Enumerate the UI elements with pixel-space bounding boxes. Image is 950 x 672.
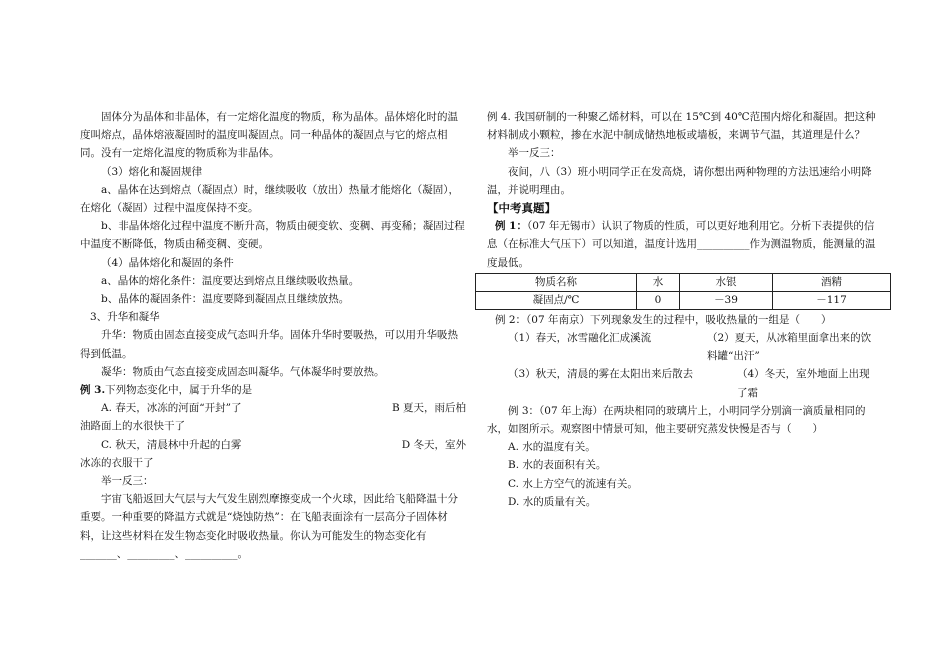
section-4-title: （4）晶体熔化和凝固的条件	[101, 256, 234, 269]
example-3-question	[80, 381, 466, 399]
table-header-cell: 水	[637, 273, 680, 291]
intro-paragraph: 固体分为晶体和非晶体，有一定熔化温度的物质，称为晶体。晶体熔化时的温度叫熔点，晶体熔液凝固时的温度叫凝固点。同一种晶体的凝固点与它的熔点相同。没有一定熔化温度的物质称为非晶体。	[80, 111, 458, 160]
condition-b: b、晶体的凝固条件：温度要降到凝固点且继续放热。	[101, 293, 350, 306]
separator-1: 、	[116, 547, 128, 560]
sublimation-paragraph: 升华：物质由固态直接变成气态叫升华。固体升华时要吸热，可以用升华吸热得到低温。	[80, 329, 458, 360]
right-column	[487, 108, 877, 511]
answer-blank-3[interactable]: __________	[185, 547, 238, 560]
exam-example-2: 例 2：（07 年南京）下列现象发生的过程中，吸收热量的一组是（ ）	[495, 313, 832, 326]
exam-example-3-option-d: D. 水的质量有关。	[508, 495, 597, 508]
exam-example-2-option-1: （1）春天，冰雪融化汇成溪流	[508, 332, 652, 345]
option-row-cd	[80, 436, 466, 454]
exam-example-1-blank[interactable]: __________	[697, 238, 750, 251]
table-cell: －39	[680, 291, 773, 309]
left-column	[80, 108, 466, 563]
option-c: C. 秋天，清晨林中升起的白雾	[101, 438, 242, 451]
section-3-title: （3）熔化和凝固规律	[101, 165, 203, 178]
practice-title-right: 举一反三：	[508, 147, 561, 160]
exam-example-1-label: 例 1：	[495, 220, 527, 233]
option-b-tail: 油路面上的水很快干了	[80, 420, 185, 433]
separator-2: 、	[174, 547, 185, 560]
condition-a: a、晶体的熔化条件：温度要达到熔点且继续吸收热量。	[101, 274, 360, 287]
exam-example-1	[487, 217, 877, 272]
exam-example-3-option-c: C. 水上方空气的流速有关。	[508, 477, 638, 490]
exam-example-2-option-3: （3）秋天，清晨的雾在太阳出来后散去	[508, 368, 694, 381]
exam-example-1-text-b: 作为测温物质，能测量的温度最低。	[487, 238, 876, 269]
exam-example-3-option-b: B. 水的表面积有关。	[508, 459, 607, 472]
sublimation-heading: 3、升华和凝华	[90, 311, 160, 324]
exam-example-2-option-4: （4）冬天，室外地面上出现了霜	[737, 368, 870, 399]
table-header-cell: 酒精	[773, 273, 891, 291]
example-3-text: 下列物态变化中，属于升华的是	[105, 384, 253, 397]
option-a: A. 春天，冰冻的河面“开封”了	[101, 402, 242, 415]
answer-blank-1[interactable]: _______	[80, 547, 117, 560]
practice-title-left: 举一反三：	[101, 475, 154, 488]
rule-b-paragraph: b、非晶体熔化过程中温度不断升高，物质由硬变软、变稠、再变稀；凝固过程中温度不断降低，物质由稀变稠、变硬。	[80, 220, 465, 251]
exam-questions-heading: 【中考真题】	[487, 201, 556, 216]
exam-example-1-text-a: （07 年无锡市）认识了物质的性质，可以更好地利用它。分析下表提供的信息（在标准大气压下）可以知道，温度计选用	[487, 220, 875, 251]
practice-paragraph-right: 夜间，八（3）班小明同学正在发高烧，请你想出两种物理的方法迅速给小明降温，并说明理由。	[487, 165, 872, 196]
exam-example-3: 例 3：（07 年上海）在两块相同的玻璃片上，小明同学分别滴一滴质量相同的水，如图所示。观察图中情景可知，他主要研究蒸发快慢是否与（ ）	[487, 404, 866, 436]
table-header-cell: 物质名称	[476, 273, 637, 291]
table-header-cell: 水银	[680, 273, 773, 291]
exam-example-2-row-1	[487, 329, 877, 365]
answer-blank-2[interactable]: _________	[127, 547, 175, 560]
exam-example-2-option-2: （2）夏天，从冰箱里面拿出来的饮料罐“出汗”	[707, 332, 872, 363]
table-cell: －117	[773, 291, 891, 309]
example-3-label: 例 3.	[80, 384, 106, 397]
option-d-tail: 冰冻的衣服干了	[80, 456, 154, 469]
option-d-head: D 冬天，室外	[401, 438, 466, 451]
exam-example-2-row-2	[487, 365, 877, 401]
freezing-point-table	[475, 273, 891, 310]
exam-example-3-option-a: A. 水的温度有关。	[508, 441, 596, 454]
table-cell: 0	[637, 291, 680, 309]
practice-paragraph-left	[80, 490, 466, 563]
rule-a-paragraph: a、晶体在达到熔点（凝固点）时，继续吸收（放出）热量才能熔化（凝固），在熔化（凝固）过程中温度保持不变。	[80, 183, 460, 215]
table-row	[476, 291, 891, 309]
end-mark: 。	[237, 547, 248, 560]
table-header-row	[476, 273, 891, 291]
example-4-paragraph: 例 4. 我国研制的一种聚乙烯材料，可以在 15℃到 40℃范围内熔化和凝固。把这种材料制成小颗粒，掺在水泥中制成储热地板或墙板，来调节气温，其道理是什么？	[487, 111, 876, 142]
option-row-ab	[80, 399, 466, 417]
deposition-paragraph: 凝华：物质由气态直接变成固态叫凝华。气体凝华时要放热。	[101, 365, 385, 378]
table-row-label: 凝固点/℃	[476, 291, 637, 309]
practice-text-left: 宇宙飞船返回大气层与大气发生剧烈摩擦变成一个火球，因此给飞船降温十分重要。一种重要的降温方式就是“烧蚀防热”：在飞船表面涂有一层高分子固体材料，让这些材料在发生物态变化时吸收热量。你认为可能发生的物态变化有	[80, 493, 458, 542]
option-b-head: B 夏天，雨后柏	[391, 402, 466, 415]
